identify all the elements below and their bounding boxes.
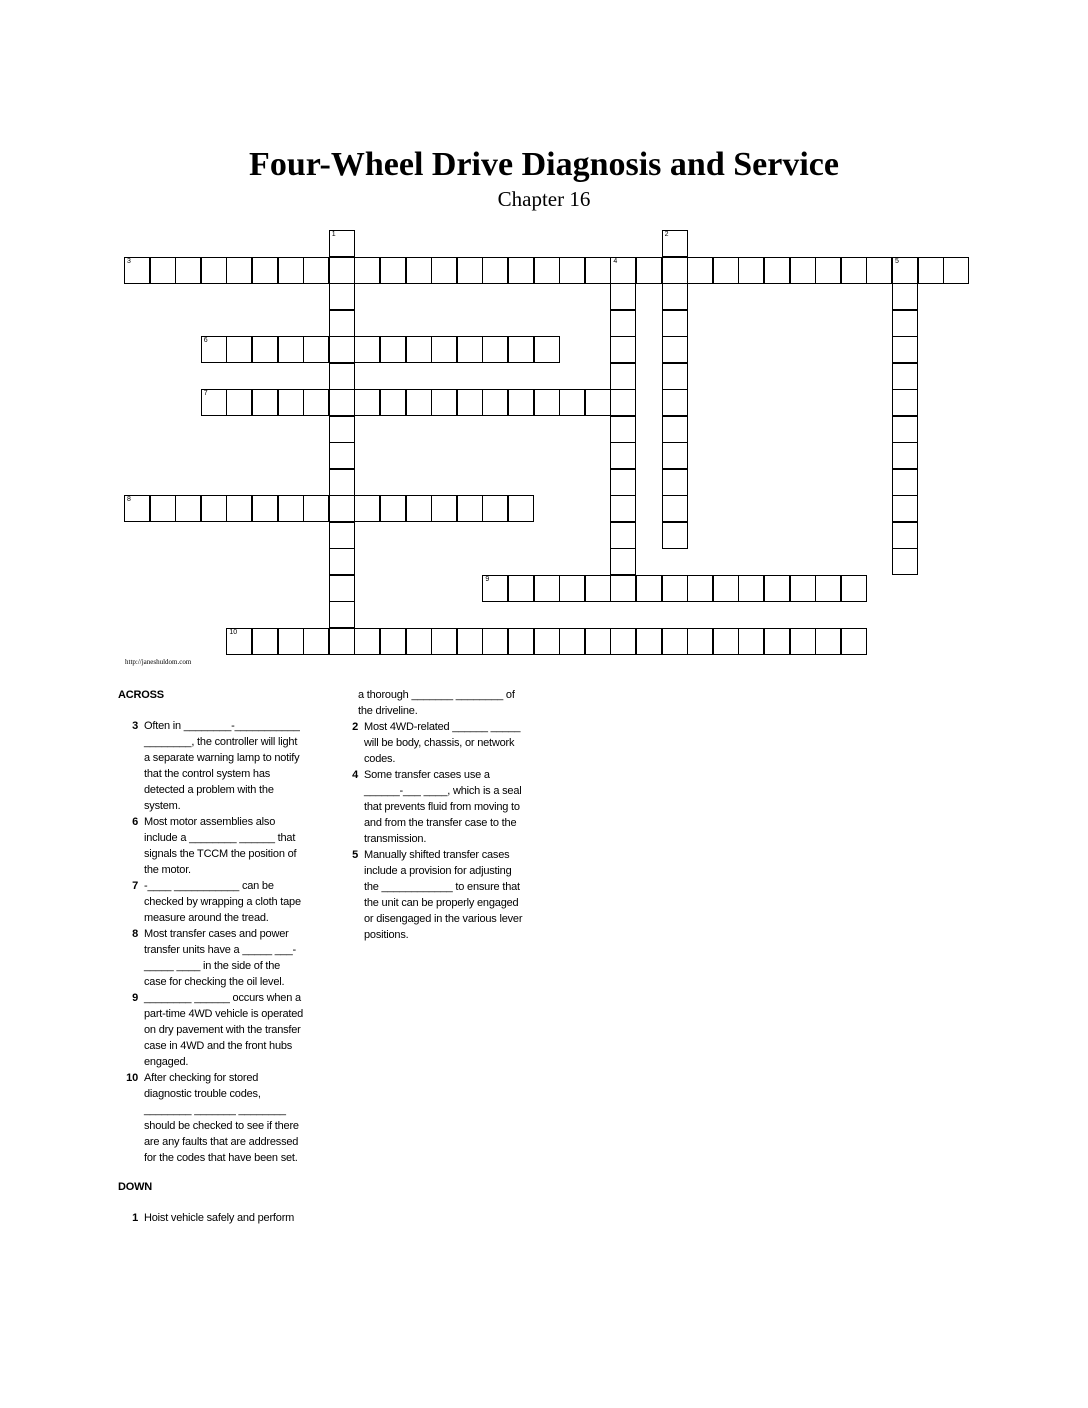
cell-number: 9 <box>485 575 490 583</box>
grid-cell[interactable] <box>329 283 355 310</box>
grid-cell[interactable] <box>303 628 329 655</box>
cell-number: 1 <box>331 231 336 238</box>
grid-cell[interactable] <box>278 628 304 655</box>
clue-text: Most motor assemblies also include a ________ ______ that signals the TCCM the position of the motor. <box>144 816 297 876</box>
clue-text: Some transfer cases use a ______-___ ____, which is a seal that prevents fluid from moving to and from the transfer case to the transmission. <box>364 769 522 845</box>
down-clue <box>118 1210 318 1226</box>
grid-cell[interactable] <box>457 257 483 284</box>
grid-cell[interactable] <box>329 442 355 469</box>
grid-cell[interactable] <box>892 416 918 443</box>
grid-cell[interactable] <box>329 230 355 257</box>
grid-cell[interactable] <box>150 495 176 522</box>
grid-cell[interactable] <box>841 628 867 655</box>
grid-cell[interactable] <box>278 389 304 416</box>
grid-cell[interactable] <box>585 389 611 416</box>
grid-cell[interactable] <box>431 389 457 416</box>
grid-cell[interactable] <box>329 310 355 337</box>
grid-cell[interactable] <box>738 575 764 602</box>
grid-cell[interactable] <box>790 628 816 655</box>
page-subtitle: Chapter 16 <box>497 187 591 211</box>
grid-cell[interactable] <box>585 628 611 655</box>
grid-cell[interactable] <box>815 575 841 602</box>
grid-cell[interactable] <box>252 336 278 363</box>
grid-cell[interactable] <box>226 389 252 416</box>
cell-number: 8 <box>127 496 131 503</box>
grid-cell[interactable] <box>610 283 636 310</box>
across-clue-list <box>118 718 318 1166</box>
grid-cell[interactable] <box>354 257 380 284</box>
grid-cell[interactable] <box>687 628 713 655</box>
grid-cell[interactable] <box>713 575 739 602</box>
cell-number: 10 <box>229 628 238 636</box>
grid-cell[interactable] <box>713 257 739 284</box>
grid-cell[interactable] <box>431 628 457 655</box>
clue-number: 6 <box>132 816 138 828</box>
clue-text: Hoist vehicle safely and perform <box>144 1212 295 1224</box>
grid-cell[interactable] <box>278 495 304 522</box>
grid-cell[interactable] <box>892 336 918 363</box>
grid-cell[interactable] <box>226 336 252 363</box>
grid-cell[interactable] <box>559 575 585 602</box>
clue-number: 9 <box>132 992 138 1004</box>
grid-cell[interactable] <box>201 495 227 522</box>
grid-cell[interactable] <box>124 495 150 522</box>
cell-number: 6 <box>203 337 208 344</box>
grid-cell[interactable] <box>892 389 918 416</box>
clue-number: 8 <box>132 928 138 940</box>
clue-text: Most 4WD-related ______ _____ will be body, chassis, or network codes. <box>364 721 521 765</box>
grid-cell[interactable] <box>406 257 432 284</box>
grid-cell[interactable] <box>610 416 636 443</box>
grid-cell[interactable] <box>610 495 636 522</box>
grid-cell[interactable] <box>610 522 636 549</box>
grid-cell[interactable] <box>738 628 764 655</box>
grid-cell[interactable] <box>354 628 380 655</box>
grid-cell[interactable] <box>662 469 688 496</box>
grid-cell[interactable] <box>508 575 534 602</box>
grid-cell[interactable] <box>559 257 585 284</box>
grid-cell[interactable] <box>815 628 841 655</box>
grid-cell[interactable] <box>278 336 304 363</box>
grid-cell[interactable] <box>278 257 304 284</box>
across-clue <box>118 814 318 878</box>
across-clue <box>118 878 318 926</box>
grid-cell[interactable] <box>329 389 355 416</box>
grid-cell[interactable] <box>329 522 355 549</box>
grid-cell[interactable] <box>508 628 534 655</box>
grid-cell[interactable] <box>329 575 355 602</box>
grid-cell[interactable] <box>380 628 406 655</box>
grid-cell[interactable] <box>943 257 969 284</box>
grid-cell[interactable] <box>329 336 355 363</box>
grid-cell[interactable] <box>610 257 636 284</box>
grid-cell[interactable] <box>175 257 201 284</box>
grid-cell[interactable] <box>150 257 176 284</box>
cell-number: 4 <box>613 257 618 265</box>
grid-cell[interactable] <box>329 495 355 522</box>
grid-cell[interactable] <box>610 469 636 496</box>
grid-cell[interactable] <box>610 548 636 575</box>
grid-cell[interactable] <box>892 495 918 522</box>
grid-cell[interactable] <box>482 257 508 284</box>
grid-cell[interactable] <box>252 628 278 655</box>
grid-cell[interactable] <box>841 575 867 602</box>
cell-number: 2 <box>664 231 669 238</box>
clue-number: 3 <box>132 720 138 732</box>
grid-cell[interactable] <box>559 389 585 416</box>
grid-cell[interactable] <box>252 257 278 284</box>
clue-number: 1 <box>132 1212 138 1224</box>
grid-cell[interactable] <box>226 257 252 284</box>
grid-cell[interactable] <box>406 389 432 416</box>
grid-cell[interactable] <box>610 363 636 390</box>
grid-cell[interactable] <box>303 336 329 363</box>
grid-cell[interactable] <box>431 336 457 363</box>
grid-cell[interactable] <box>534 336 560 363</box>
grid-cell[interactable] <box>662 230 688 257</box>
grid-cell[interactable] <box>252 389 278 416</box>
grid-cell[interactable] <box>354 389 380 416</box>
grid-cell[interactable] <box>662 310 688 337</box>
clue-number: 7 <box>132 880 138 892</box>
grid-cell[interactable] <box>636 575 662 602</box>
down-clue <box>338 719 538 767</box>
across-clue <box>118 926 318 990</box>
grid-cell[interactable] <box>431 495 457 522</box>
grid-cell[interactable] <box>329 628 355 655</box>
grid-cell[interactable] <box>303 389 329 416</box>
grid-cell[interactable] <box>534 575 560 602</box>
grid-cell[interactable] <box>482 495 508 522</box>
grid-cell[interactable] <box>841 257 867 284</box>
grid-cell[interactable] <box>892 310 918 337</box>
grid-cell[interactable] <box>175 495 201 522</box>
grid-cell[interactable] <box>201 336 227 363</box>
grid-cell[interactable] <box>329 548 355 575</box>
down-clue-continuation: a thorough _______ ________ of the driveline. <box>358 689 515 717</box>
grid-cell[interactable] <box>662 628 688 655</box>
grid-cell[interactable] <box>482 389 508 416</box>
grid-cell[interactable] <box>508 389 534 416</box>
across-clue <box>118 1070 318 1166</box>
crossword-grid <box>0 0 1088 680</box>
grid-cell[interactable] <box>303 257 329 284</box>
grid-cell[interactable] <box>636 628 662 655</box>
across-clue <box>118 990 318 1070</box>
clue-number: 4 <box>352 769 358 781</box>
grid-cell[interactable] <box>662 416 688 443</box>
across-heading: ACROSS <box>118 689 164 701</box>
down-clue-list <box>338 719 538 943</box>
grid-cell[interactable] <box>252 495 278 522</box>
grid-cell[interactable] <box>354 495 380 522</box>
grid-cell[interactable] <box>329 416 355 443</box>
grid-cell[interactable] <box>406 495 432 522</box>
grid-cell[interactable] <box>892 522 918 549</box>
grid-cell[interactable] <box>303 495 329 522</box>
grid-cell[interactable] <box>866 257 892 284</box>
grid-cell[interactable] <box>713 628 739 655</box>
grid-cell[interactable] <box>124 257 150 284</box>
grid-cell[interactable] <box>610 389 636 416</box>
grid-cell[interactable] <box>457 389 483 416</box>
cell-number: 3 <box>127 257 131 265</box>
clue-text: Often in ________-___________ ________, the controller will light a separate warning lamp to notify that the control system has detected a problem with the system. <box>144 720 300 812</box>
clue-number: 10 <box>126 1072 138 1084</box>
grid-cell[interactable] <box>892 548 918 575</box>
clue-text: -____ ___________ can be checked by wrapping a cloth tape measure around the tread. <box>144 880 301 924</box>
grid-cell[interactable] <box>662 363 688 390</box>
grid-cell[interactable] <box>406 628 432 655</box>
grid-cell[interactable] <box>790 257 816 284</box>
down-heading: DOWN <box>118 1181 153 1193</box>
grid-cell[interactable] <box>457 628 483 655</box>
down-clue <box>338 847 538 943</box>
clue-text: Manually shifted transfer cases include a provision for adjusting the ____________ to ensure that the unit can be properly engaged or disengaged in the various lever positions. <box>364 849 523 941</box>
grid-cell[interactable] <box>662 283 688 310</box>
grid-cell[interactable] <box>534 257 560 284</box>
grid-cell[interactable] <box>738 257 764 284</box>
grid-cell[interactable] <box>892 469 918 496</box>
grid-cell[interactable] <box>892 283 918 310</box>
clues-left-column <box>118 687 318 1226</box>
grid-cell[interactable] <box>610 575 636 602</box>
clue-number: 5 <box>352 849 358 861</box>
clue-text: After checking for stored diagnostic trouble codes, ________ _______ ________ should be checked to see if there are any faults that are addressed for the codes that have been set. <box>144 1072 299 1164</box>
grid-cell[interactable] <box>380 257 406 284</box>
grid-cell[interactable] <box>687 575 713 602</box>
grid-cell[interactable] <box>559 628 585 655</box>
grid-cell[interactable] <box>534 628 560 655</box>
grid-cell[interactable] <box>226 495 252 522</box>
page-title: Four-Wheel Drive Diagnosis and Service <box>249 146 839 183</box>
grid-cell[interactable] <box>508 495 534 522</box>
grid-cell[interactable] <box>610 442 636 469</box>
cell-number: 5 <box>895 257 899 265</box>
grid-cell[interactable] <box>380 495 406 522</box>
grid-cell[interactable] <box>610 310 636 337</box>
grid-cell[interactable] <box>406 336 432 363</box>
grid-cell[interactable] <box>892 442 918 469</box>
grid-cell[interactable] <box>534 389 560 416</box>
grid-cell[interactable] <box>764 575 790 602</box>
grid-cell[interactable] <box>329 469 355 496</box>
grid-cell[interactable] <box>790 575 816 602</box>
clues-right-column <box>338 687 538 943</box>
grid-cell[interactable] <box>918 257 944 284</box>
grid-cell[interactable] <box>226 628 252 655</box>
grid-cell[interactable] <box>457 495 483 522</box>
grid-cell[interactable] <box>815 257 841 284</box>
grid-cell[interactable] <box>508 336 534 363</box>
grid-cell[interactable] <box>687 257 713 284</box>
grid-cell[interactable] <box>764 628 790 655</box>
grid-cell[interactable] <box>508 257 534 284</box>
across-clue <box>118 718 318 814</box>
grid-cell[interactable] <box>662 575 688 602</box>
grid-cell[interactable] <box>662 336 688 363</box>
grid-cell[interactable] <box>662 495 688 522</box>
grid-cell[interactable] <box>662 442 688 469</box>
grid-cell[interactable] <box>662 257 688 284</box>
clue-text: ________ ______ occurs when a part-time 4WD vehicle is operated on dry pavement with the transfer case in 4WD and the front hubs engaged. <box>144 992 304 1068</box>
grid-cell[interactable] <box>354 336 380 363</box>
grid-cell[interactable] <box>892 257 918 284</box>
grid-cell[interactable] <box>482 336 508 363</box>
grid-cell[interactable] <box>380 389 406 416</box>
grid-cell[interactable] <box>662 522 688 549</box>
grid-cell[interactable] <box>201 257 227 284</box>
grid-cell[interactable] <box>329 257 355 284</box>
clue-text: Most transfer cases and power transfer units have a _____ ___-_____ ____ in the side of the case for checking the oil level. <box>144 928 296 988</box>
grid-cell[interactable] <box>329 601 355 628</box>
grid-cell[interactable] <box>457 336 483 363</box>
grid-cell[interactable] <box>380 336 406 363</box>
grid-cell[interactable] <box>610 336 636 363</box>
down-clue <box>338 767 538 847</box>
grid-cell[interactable] <box>431 257 457 284</box>
grid-cell[interactable] <box>201 389 227 416</box>
grid-cell[interactable] <box>329 363 355 390</box>
grid-cell[interactable] <box>636 257 662 284</box>
grid-cell[interactable] <box>482 575 508 602</box>
grid-cell[interactable] <box>764 257 790 284</box>
grid-cell[interactable] <box>662 389 688 416</box>
grid-cell[interactable] <box>892 363 918 390</box>
clue-number: 2 <box>352 721 358 733</box>
source-url: http://janeshuldom.com <box>125 658 192 666</box>
grid-cell[interactable] <box>585 257 611 284</box>
grid-cell[interactable] <box>482 628 508 655</box>
grid-cell[interactable] <box>585 575 611 602</box>
cell-number: 7 <box>203 390 208 397</box>
grid-cell[interactable] <box>610 628 636 655</box>
